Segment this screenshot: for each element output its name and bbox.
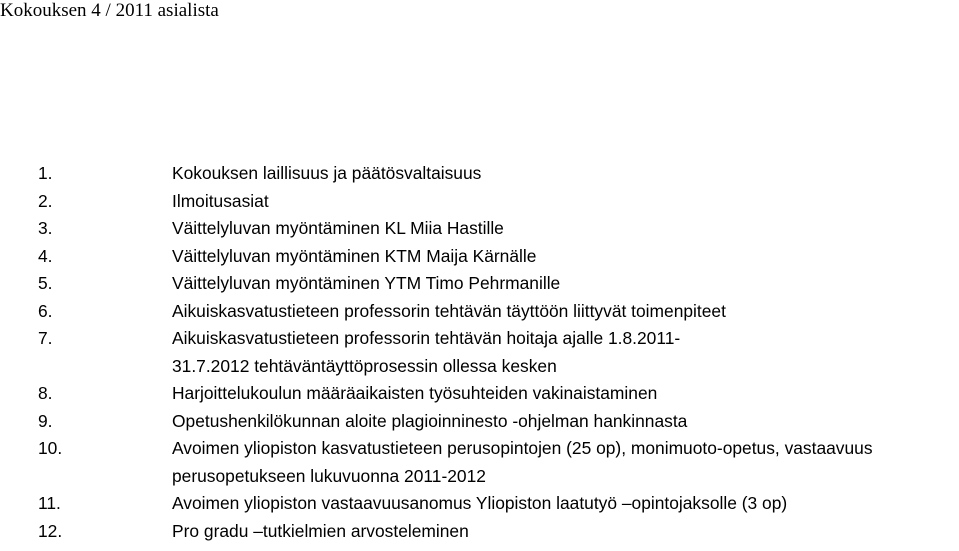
agenda-item-number: 8. [38,383,53,403]
agenda-item-text: Harjoittelukoulun määräaikaisten työsuhteiden vakinaistaminen [172,383,658,403]
agenda-item-text: Aikuiskasvatustieteen professorin tehtävän täyttöön liittyvät toimenpiteet [172,300,726,321]
agenda-item-text: Avoimen yliopiston kasvatustieteen perusopintojen (25 op), monimuoto-opetus, vastaavuus perusopetukseen lukuvuonna 2011-2012 [172,438,873,486]
agenda-item-number: 11. [38,493,61,513]
agenda-item-3 [0,215,959,243]
agenda-item-2 [0,188,959,216]
agenda-item-text: Opetushenkilökunnan aloite plagioinninesto -ohjelman hankinnasta [172,410,688,431]
agenda-item-text: Aikuiskasvatustieteen professorin tehtävän hoitaja ajalle 1.8.2011-31.7.2012 tehtäväntäyttöprosessin ollessa kesken [172,328,681,376]
agenda-item-6 [0,298,959,326]
agenda-item-text: Kokouksen laillisuus ja päätösvaltaisuus [172,163,482,183]
page-title: Kokouksen 4 / 2011 asialista [0,0,219,21]
agenda-item-number: 2. [38,190,53,211]
agenda-item-text: Ilmoitusasiat [172,190,269,211]
agenda-item-8 [0,380,959,408]
agenda-item-number: 12. [38,520,63,541]
agenda-item-text: Väittelyluvan myöntäminen YTM Timo Pehrmanille [172,273,561,293]
agenda-item-10 [0,435,959,490]
agenda-item-text: Väittelyluvan myöntäminen KL Miia Hastille [172,218,504,238]
agenda-item-number: 1. [38,163,53,183]
agenda-list [0,160,959,545]
agenda-item-number: 3. [38,218,53,238]
agenda-item-number: 7. [38,328,53,348]
agenda-item-7 [0,325,959,380]
agenda-item-4 [0,243,959,271]
agenda-item-5 [0,270,959,298]
agenda-item-11 [0,490,959,518]
agenda-item-text: Väittelyluvan myöntäminen KTM Maija Kärnälle [172,245,537,266]
agenda-item-number: 4. [38,245,53,266]
agenda-item-text: Avoimen yliopiston vastaavuusanomus Yliopiston laatutyö –opintojaksolle (3 op) [172,493,788,513]
agenda-item-number: 5. [38,273,53,293]
agenda-item-number: 10. [38,438,63,458]
agenda-item-number: 9. [38,410,53,431]
agenda-item-1 [0,160,959,188]
agenda-item-12 [0,518,959,546]
agenda-item-9 [0,408,959,436]
agenda-item-text: Pro gradu –tutkielmien arvosteleminen [172,520,469,541]
agenda-item-number: 6. [38,300,53,321]
